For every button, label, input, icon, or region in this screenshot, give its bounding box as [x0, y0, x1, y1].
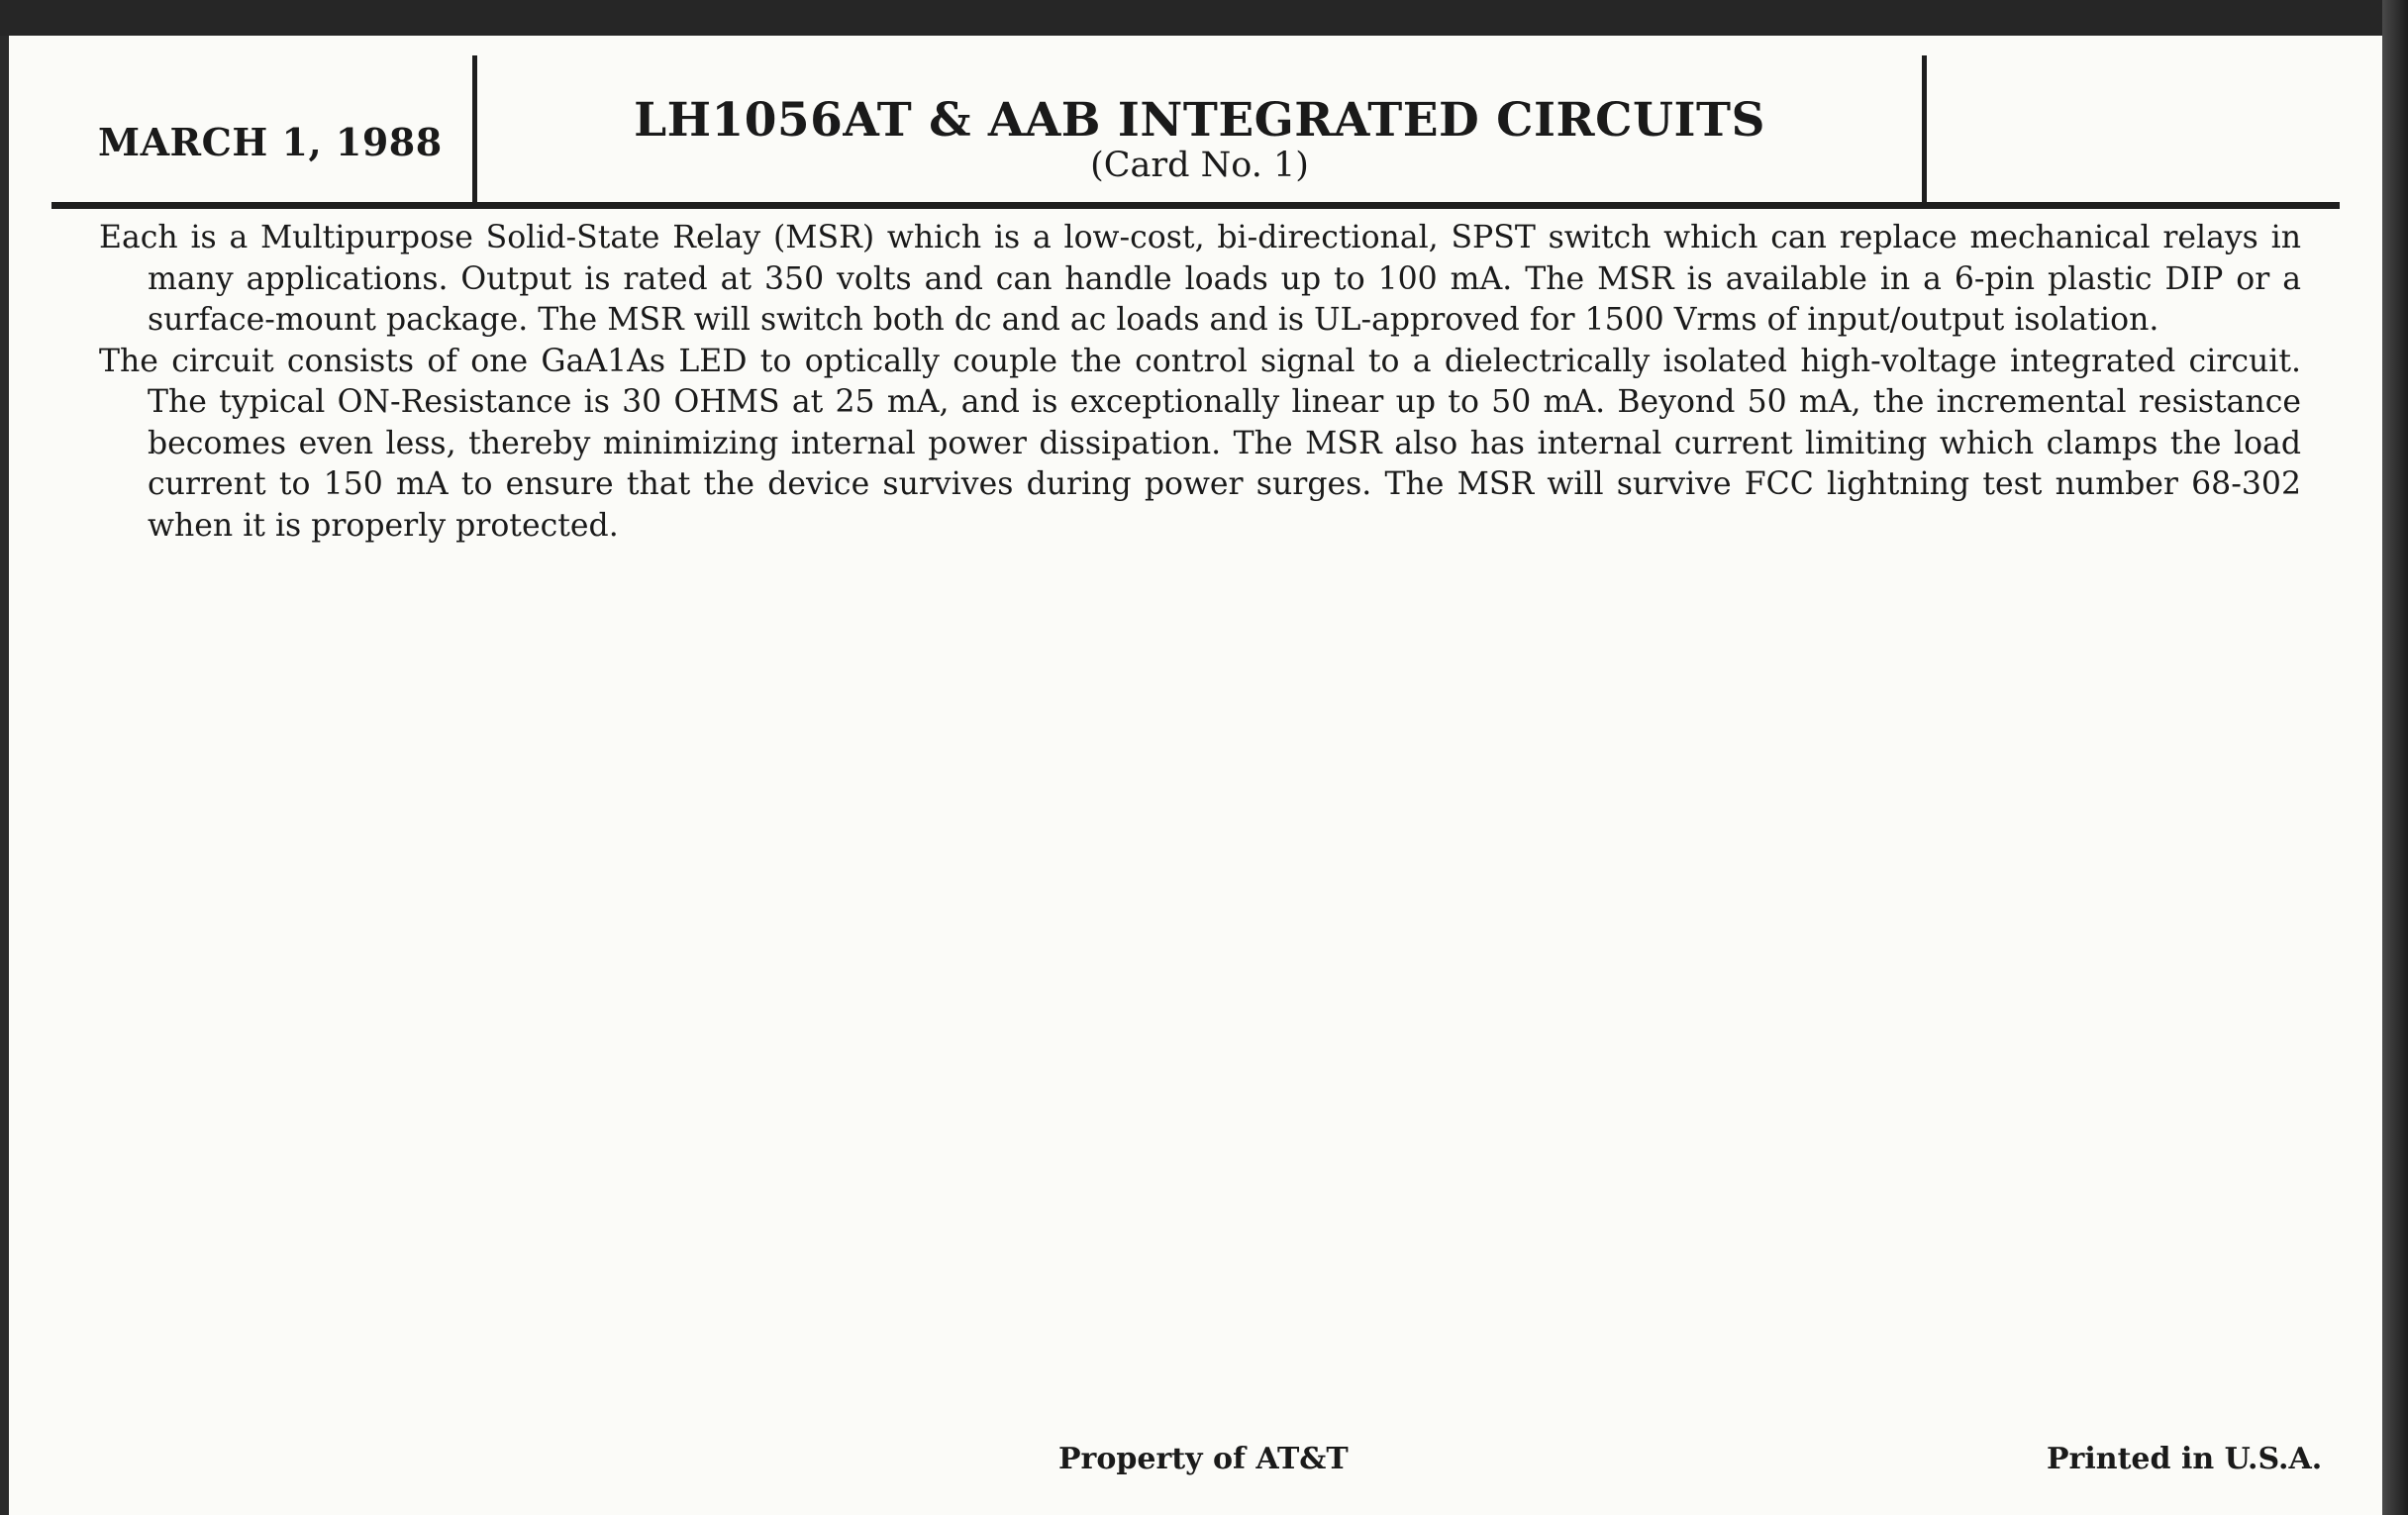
paragraph-2: The circuit consists of one GaA1As LED to optically couple the control signal to a dielectrically isolated high-voltage integrated circuit. The typical ON-Resistance is 30 OHMS at 25 mA, and is exceptionally linear up to 50 mA. Beyond 50 mA, the incremental resistance becomes even less, thereby minimizing internal power dissipation. The MSR also has internal current limiting which clamps the load current to 150 mA to ensure that the device survives during power surges. The MSR will survive FCC lightning test number 68-302 when it is properly protected. [99, 343, 2301, 544]
scan-top-edge [0, 0, 2408, 36]
card-number: (Card No. 1) [1090, 146, 1309, 185]
header-date: MARCH 1, 1988 [98, 120, 443, 164]
header-divider-right [1922, 55, 1927, 202]
paragraph-1: Each is a Multipurpose Solid-State Relay (MSR) which is a low-cost, bi-directional, SPST switch which can replace mechanical relays in many applications. Output is rated at 350 volts and can handle loads up to 100 mA. The MSR is available in a 6-pin plastic DIP or a surface-mount package. The MSR will switch both dc and ac loads and is UL-approved for 1500 Vrms of input/output isolation. [99, 220, 2301, 338]
footer-printed: Printed in U.S.A. [2047, 1442, 2323, 1476]
title-block [477, 95, 1922, 184]
document-card [9, 36, 2382, 1515]
card-body [99, 218, 2301, 547]
footer-property: Property of AT&T [1058, 1442, 1349, 1476]
card-header [51, 55, 2340, 209]
page-title: LH1056AT & AAB INTEGRATED CIRCUITS [634, 93, 1765, 148]
scan-right-edge [2382, 0, 2408, 1515]
